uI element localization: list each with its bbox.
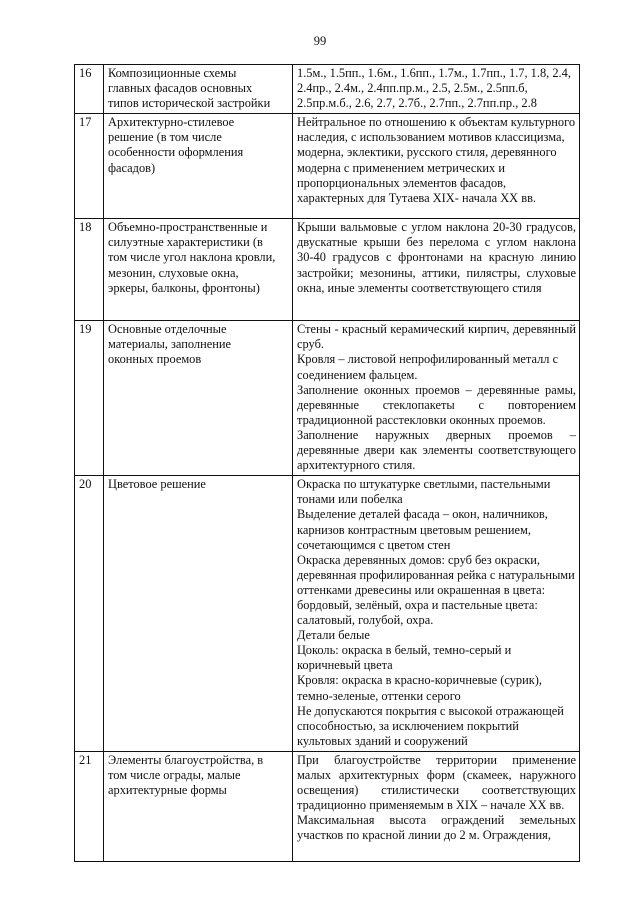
property-line: Основные отделочные	[108, 322, 227, 337]
requirement-text: Кровля – листовой непрофилированный металл с соединением фальцем.	[297, 352, 559, 382]
property-line: эркеры, балконы, фронтоны)	[108, 280, 260, 295]
row-number: 17	[75, 114, 104, 219]
table-row	[75, 751, 580, 861]
property-line: оконных проемов	[108, 352, 202, 367]
property-cell	[104, 751, 293, 861]
row-number: 16	[75, 65, 104, 114]
property-cell	[104, 476, 293, 752]
property-line: Архитектурно-стилевое	[108, 115, 235, 130]
property-cell	[104, 321, 293, 476]
requirement-text: Не допускаются покрытия с высокой отражающей способностью, за исключением покрытий культовых зданий и сооружений	[297, 703, 564, 748]
requirement-text: Заполнение наружных дверных проемов – деревянные двери как элементы соответствующего архитектурного стиля.	[297, 427, 576, 473]
requirement-text: 1.5м., 1.5пп., 1.6м., 1.6пп., 1.7м., 1.7пп., 1.7, 1.8, 2.4, 2.4пр., 2.4м., 2.4пп.пр.м., 2.5, 2.5м., 2.5пп.б, 2.5пр.м.б., 2.6, 2.7, 2.7б., 2.7пп., 2.7пп.пр., 2.8	[297, 66, 571, 111]
row-number: 20	[75, 476, 104, 752]
requirement-text: Нейтральное по отношению к объектам культурного наследия, с использованием мотивов классицизма, модерна, эклектики, русского стиля, деревянного модерна с применением метрических и пропорциональных элементов фасадов, характерных для Тутаева XIX- начала XX вв.	[297, 115, 576, 205]
requirement-text: Окраска по штукатурке светлыми, пастельными тонами или побелка	[297, 477, 551, 507]
table-row	[75, 219, 580, 321]
property-line: фасадов)	[108, 160, 156, 175]
requirement-text: Выделение деталей фасада – окон, наличников, карнизов контрастным цветовым решением, сочетающимся с цветом стен	[297, 507, 548, 552]
table-row	[75, 65, 580, 114]
property-line: архитектурные формы	[108, 783, 227, 798]
requirement-text: Детали белые	[297, 628, 370, 643]
table-row	[75, 114, 580, 219]
requirement-text: Крыши вальмовые с углом наклона 20-30 градусов, двускатные крыши без перелома с углом наклона 30-40 градусов с фронтонами на красную линию застройки; мезонины, аттики, пилястры, слуховые окна, иные элементы соответствующего стиля	[297, 220, 576, 295]
property-line: главных фасадов основных	[108, 81, 253, 96]
requirement-text: При благоустройстве территории применение малых архитектурных форм (скамеек, наружного освещения) стилистически соответствующих традиционно применяемым в XIX – начале XX вв.	[297, 752, 576, 813]
table-row	[75, 321, 580, 476]
requirement-cell	[293, 114, 580, 219]
requirement-cell	[293, 219, 580, 321]
property-line: Композиционные схемы	[108, 66, 237, 80]
page-number: 99	[313, 34, 327, 48]
property-cell	[104, 219, 293, 321]
property-line: типов исторической застройки	[108, 96, 271, 111]
property-line: Цветовое решение	[108, 477, 206, 492]
property-line: том числе ограды, малые	[108, 768, 241, 782]
requirement-text: Цоколь: окраска в белый, темно-серый и коричневый цвета	[297, 643, 512, 673]
requirement-text: Окраска деревянных домов: сруб без окраски, деревянная профилированная рейка с натуральными оттенками древесины или окрашенная в цвета: бордовый, зелёный, охра и пастельные цвета: салатовый, голубой, охра.	[297, 552, 575, 628]
row-number: 18	[75, 219, 104, 321]
property-cell	[104, 114, 293, 219]
property-line: силуэтные характеристики (в	[108, 235, 263, 250]
requirement-cell	[293, 476, 580, 752]
requirement-text: Заполнение оконных проемов – деревянные рамы, деревянные стеклопакеты с повторением традиционной расстекловки оконных проемов.	[297, 382, 576, 427]
table-row	[75, 476, 580, 752]
row-number: 19	[75, 321, 104, 476]
property-line: Элементы благоустройства, в	[108, 752, 264, 767]
requirement-text: Максимальная высота ограждений земельных участков по красной линии до 2 м. Ограждения,	[297, 813, 576, 843]
property-line: особенности оформления	[108, 145, 244, 160]
requirement-text: Кровля: окраска в красно-коричневые (сурик), темно-зеленые, оттенки серого	[297, 673, 542, 703]
property-line: материалы, заполнение	[108, 337, 231, 352]
property-cell	[104, 65, 293, 114]
regulations-table	[74, 64, 580, 862]
row-number: 21	[75, 751, 104, 861]
property-line: мезонин, слуховые окна,	[108, 265, 239, 280]
property-line: том числе угол наклона кровли,	[108, 250, 276, 265]
requirement-cell	[293, 321, 580, 476]
property-line: Объемно-пространственные и	[108, 220, 268, 235]
requirement-text: Стены - красный керамический кирпич, деревянный сруб.	[297, 322, 576, 352]
requirement-cell	[293, 65, 580, 114]
property-line: решение (в том числе	[108, 130, 222, 145]
requirement-cell	[293, 751, 580, 861]
